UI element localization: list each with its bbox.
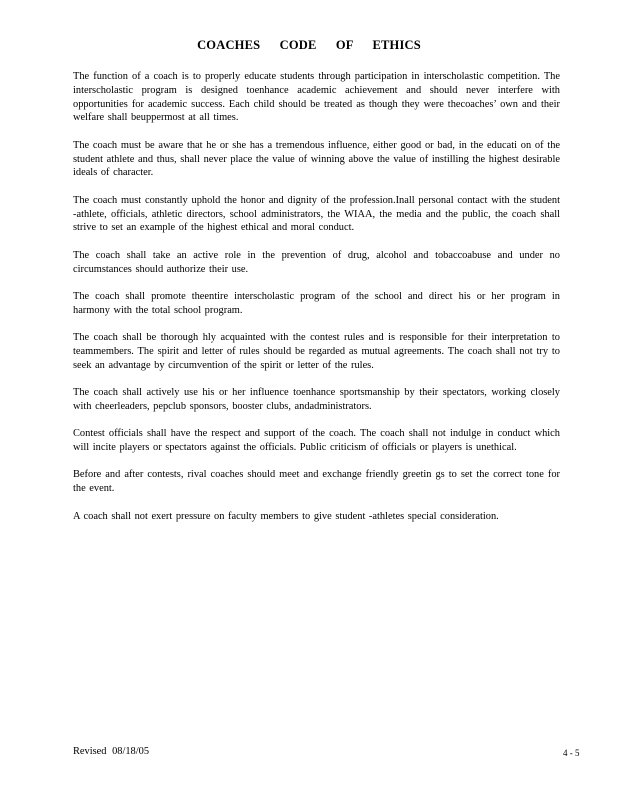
paragraph-7: The coach shall actively use his or her influence toenhance sportsmanship by their spectators, working closely with cheerleaders, pepclub sponsors, booster clubs, andadministrators.	[73, 387, 560, 412]
paragraph-8: Contest officials shall have the respect and support of the coach. The coach shall not indulge in conduct which will incite players or spectators against the officials. Public criticism of officials or players is unethical.	[73, 428, 560, 454]
paragraph-2: The coach must be aware that he or she has a tremendous influence, either good or bad, in the educati on of the student athlete and thus, shall never place the value of winning above the value of instilling the highest desirable ideals of character.	[73, 139, 560, 179]
paragraph-5: The coach shall promote theentire interscholastic program of the school and direct his or her program in harmony with the total school program.	[73, 290, 560, 316]
paragraph-1: The function of a coach is to properly educate students through participation in interscholastic competition. The interscholastic program is designed toenhance academic achievement and should never interfere with opportunities for academic success. Each child should be treated as though they were thecoaches’ own and their welfare shall beuppermost at all times.	[73, 71, 560, 124]
document-title: COACHES CODE OF ETHICS	[197, 38, 421, 52]
paragraph-3: The coach must constantly uphold the honor and dignity of the profession.Inall personal contact with the student -athlete, officials, athletic directors, school administrators, the WIAA, the media and the public, the coach shall strive to set an example of the highest ethical and moral conduct.	[73, 194, 560, 234]
paragraph-4: The coach shall take an active role in the prevention of drug, alcohol and tobaccoabuse and under no circumstances should authorize their use.	[73, 249, 560, 275]
page-number: 4 - 5	[563, 748, 580, 758]
paragraph-9: Before and after contests, rival coaches should meet and exchange friendly greetin gs to set the correct tone for the event.	[73, 469, 560, 495]
paragraph-6: The coach shall be thorough hly acquainted with the contest rules and is responsible for their interpretation to teammembers. The spirit and letter of rules should be regarded as mutual agreements. The coach shall not try to seek an advantage by circumvention of the spirit or letter of the rules.	[73, 332, 560, 371]
revised-date: Revised 08/18/05	[73, 746, 150, 757]
document-body	[73, 70, 560, 537]
paragraph-10: A coach shall not exert pressure on faculty members to give student -athletes special consideration.	[73, 510, 499, 522]
